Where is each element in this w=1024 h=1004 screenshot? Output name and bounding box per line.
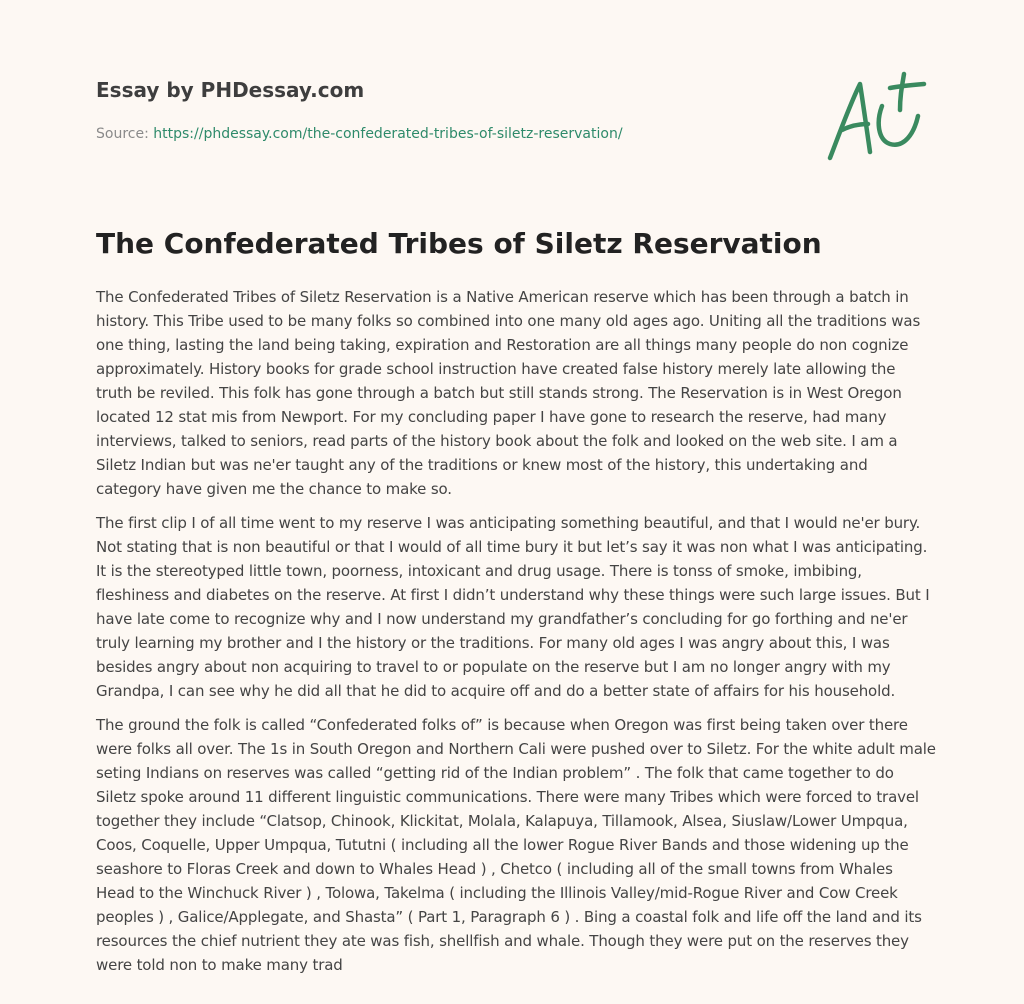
essay-title: The Confederated Tribes of Siletz Reservation [96,227,822,260]
essay-header [96,76,796,144]
a-plus-logo-icon [820,66,930,166]
source-link[interactable]: https://phdessay.com/the-confederated-tribes-of-siletz-reservation/ [153,126,623,142]
essay-paragraph: The ground the folk is called “Confederated folks of” is because when Oregon was first being taken over there were folks all over. The 1s in South Oregon and Northern Cali were pushed over to Siletz. For the white adult male seting Indians on reserves was called “getting rid of the Indian problem” . The folk that came together to do Siletz spoke around 11 different linguistic communications. There were many Tribes which were forced to travel together they include “Clatsop, Chinook, Klickitat, Molala, Kalapuya, Tillamook, Alsea, Siuslaw/Lower Umpqua, Coos, Coquelle, Upper Umpqua, Tututni ( including all the lower Rogue River Bands and those widening up the seashore to Floras Creek and down to Whales Head ) , Chetco ( including all of the small towns from Whales Head to the Winchuck River ) , Tolowa, Takelma ( including the Illinois Valley/mid-Rogue River and Cow Creek peoples ) , Galice/Applegate, and Shasta” ( Part 1, Paragraph 6 ) . Bing a coastal folk and life off the land and its resources the chief nutrient they ate was fish, shellfish and whale. Though they were put on the reserves they were told non to make many trad [96,716,936,974]
site-brand: Essay by PHDessay.com [96,78,365,102]
source-label: Source: [96,126,154,142]
essay-paragraph: The first clip I of all time went to my reserve I was anticipating something beautiful, and that I would ne'er bury. Not stating that is non beautiful or that I would of all time bury it but let’s say it was non what I was anticipating. It is the stereotyped little town, poorness, intoxicant and drug usage. There is tonss of smoke, imbibing, fleshiness and diabetes on the reserve. At first I didn’t understand why these things were such large issues. But I have late come to recognize why and I now understand my grandfather’s concluding for go forthing and ne'er truly learning my brother and I the history or the traditions. For many old ages I was angry about this, I was besides angry about non acquiring to travel to or populate on the reserve but I am no longer angry with my Grandpa, I can see why he did all that he did to acquire off and do a better state of affairs for his household. [96,514,930,700]
source-line [96,124,796,144]
essay-paragraph: The Confederated Tribes of Siletz Reservation is a Native American reserve which has been through a batch in history. This Tribe used to be many folks so combined into one many old ages ago. Uniting all the traditions was one thing, lasting the land being taking, expiration and Restoration are all things many people do non cognize approximately. History books for grade school instruction have created false history merely late allowing the truth be reviled. This folk has gone through a batch but still stands strong. The Reservation is in West Oregon located 12 stat mis from Newport. For my concluding paper I have gone to research the reserve, had many interviews, talked to seniors, read parts of the history book about the folk and looked on the web site. I am a Siletz Indian but was ne'er taught any of the traditions or knew most of the history, this undertaking and category have given me the chance to make so. [96,288,921,498]
essay-body [96,285,936,987]
